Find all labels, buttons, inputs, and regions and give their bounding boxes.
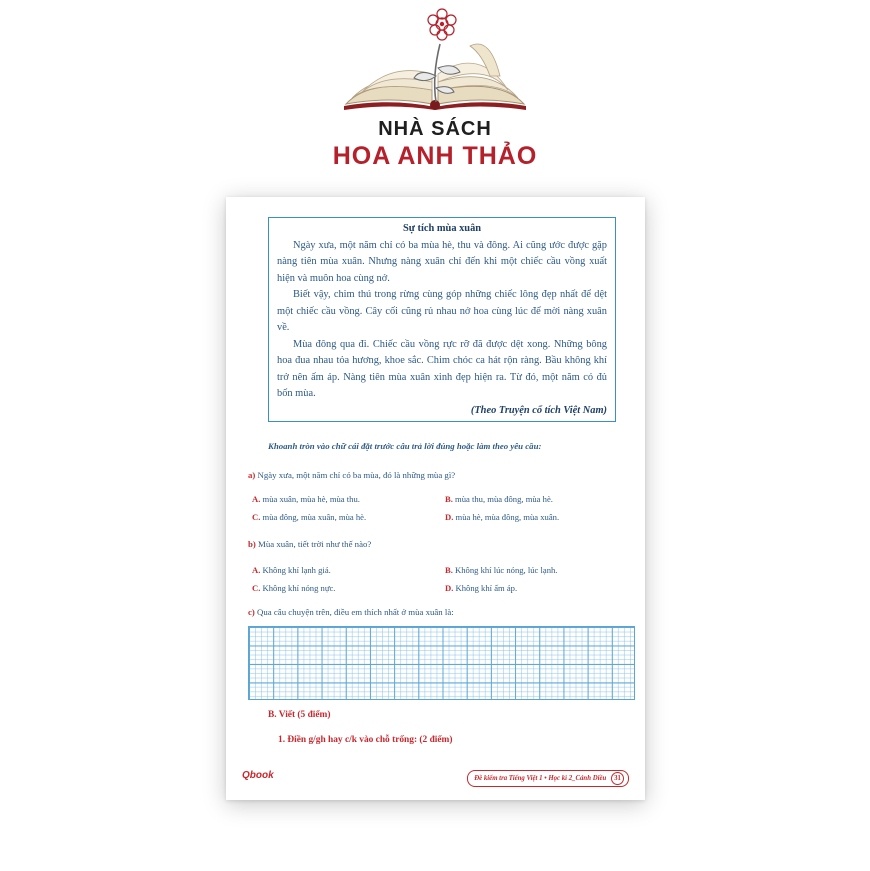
question-label: c) (248, 607, 255, 617)
handwriting-grid[interactable] (248, 626, 635, 700)
brand-name-line2: HOA ANH THẢO (332, 142, 538, 170)
question-b (248, 539, 371, 549)
option-b-A[interactable]: A. Không khí lạnh giá. (252, 565, 331, 575)
question-text: Qua câu chuyện trên, điều em thích nhất ở mùa xuân là: (257, 607, 454, 617)
instruction-text: Khoanh tròn vào chữ cái đặt trước câu trả lời đúng hoặc làm theo yêu cầu: (268, 441, 542, 451)
question-c (248, 607, 454, 617)
question-label: a) (248, 470, 256, 480)
task-1-heading: 1. Điền g/gh hay c/k vào chỗ trống: (2 điểm) (278, 735, 453, 745)
question-label: b) (248, 539, 256, 549)
question-text: Ngày xưa, một năm chỉ có ba mùa, đó là những mùa gì? (257, 470, 456, 480)
option-a-C[interactable]: C. mùa đông, mùa xuân, mùa hè. (252, 512, 367, 522)
section-b-heading: B. Viết (5 điểm) (268, 710, 331, 720)
story-title: Sự tích mùa xuân (402, 223, 482, 234)
story-box (268, 217, 616, 422)
exam-page (226, 197, 645, 800)
option-b-C[interactable]: C. Không khí nóng nực. (252, 583, 336, 593)
story-paragraph: Biết vậy, chim thú trong rừng cùng góp những chiếc lông đẹp nhất để dệt một chiếc cầu vồng. Cây cối cũng rủ nhau nở hoa cùng lúc để mời nàng xuân về. (277, 289, 607, 333)
option-b-D[interactable]: D. Không khí ấm áp. (445, 583, 518, 593)
open-book-with-flower-icon (340, 6, 530, 110)
option-b-B[interactable]: B. Không khí lúc nóng, lúc lạnh. (445, 565, 558, 575)
option-a-D[interactable]: D. mùa hè, mùa đông, mùa xuân. (445, 512, 560, 522)
story-paragraph: Ngày xưa, một năm chỉ có ba mùa hè, thu và đông. Ai cũng ước được gặp nàng tiên mùa xuân. Nhưng nàng xuân chỉ đến khi một chiếc cầu vồng xuất hiện và muôn hoa cùng nở. (277, 239, 607, 284)
question-text: Mùa xuân, tiết trời như thế nào? (258, 539, 372, 549)
page-number: 31 (611, 772, 624, 785)
question-a (248, 470, 455, 480)
qbook-logo: Qbook (242, 770, 274, 781)
brand-name-line1: NHÀ SÁCH (378, 118, 492, 140)
option-a-B[interactable]: B. mùa thu, mùa đông, mùa hè. (445, 494, 553, 504)
story-paragraph: Mùa đông qua đi. Chiếc cầu vồng rực rỡ đã được dệt xong. Những bông hoa đua nhau tỏa hương, khoe sắc. Chim chóc ca hát rộn ràng. Bầu không khí trở nên ấm áp. Nàng tiên mùa xuân xinh đẹp hiện ra. Từ đó, một năm có đủ bốn mùa. (277, 338, 607, 399)
footer-badge (467, 770, 629, 787)
option-a-A[interactable]: A. mùa xuân, mùa hè, mùa thu. (252, 494, 360, 504)
story-source: (Theo Truyện cổ tích Việt Nam) (470, 404, 607, 416)
footer-title: Đề kiểm tra Tiếng Việt 1 • Học kì 2_Cánh Diều (474, 775, 607, 782)
